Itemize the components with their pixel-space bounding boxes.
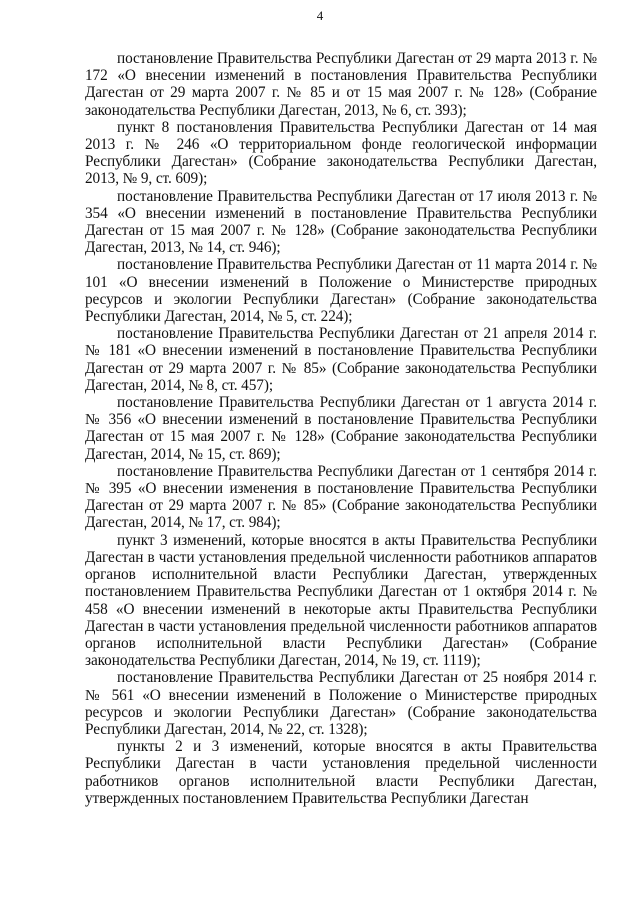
list-item-paragraph: постановление Правительства Республики Дагестан от 21 апреля 2014 г. № 181 «О внесении изменений в постановление Правительства Республики Дагестан от 29 марта 2007 г. № 85» (Собрание законодательства Республики Дагестан, 2014, № 8, ст. 457); bbox=[85, 325, 597, 394]
list-item-paragraph: постановление Правительства Республики Дагестан от 1 августа 2014 г. № 356 «О внесении изменений в постановление Правительства Республики Дагестан от 15 мая 2007 г. № 128» (Собрание законодательства Республики Дагестан, 2014, № 15, ст. 869); bbox=[85, 394, 597, 463]
list-item-paragraph: пункты 2 и 3 изменений, которые вносятся в акты Правительства Республики Дагестан в части установления предельной численности работников органов исполнительной власти Республики Дагестан, утвержденных постановлением Правительства Республики Дагестан bbox=[85, 738, 597, 807]
list-item-paragraph: постановление Правительства Республики Дагестан от 11 марта 2014 г. № 101 «О внесении изменений в Положение о Министерстве природных ресурсов и экологии Республики Дагестан» (Собрание законодательства Республики Дагестан, 2014, № 5, ст. 224); bbox=[85, 256, 597, 326]
list-item-paragraph: пункт 3 изменений, которые вносятся в акты Правительства Республики Дагестан в части установления предельной численности работников аппаратов органов исполнительной власти Республики Дагестан, утвержденных постановлением Правительства Республики Дагестан от 1 октября 2014 г. № 458 «О внесении изменений в некоторые акты Правительства Республики Дагестан в части установления предельной численности работников аппаратов органов исполнительной власти Республики Дагестан» (Собрание законодательства Республики Дагестан, 2014, № 19, ст. 1119); bbox=[85, 531, 597, 670]
list-item-paragraph: постановление Правительства Республики Дагестан от 29 марта 2013 г. № 172 «О внесении изменений в постановления Правительства Республики Дагестан от 29 марта 2007 г. № 85 и от 15 мая 2007 г. № 128» (Собрание законодательства Республики Дагестан, 2013, № 6, ст. 393); bbox=[85, 50, 597, 119]
list-item-paragraph: постановление Правительства Республики Дагестан от 1 сентября 2014 г. № 395 «О внесении изменения в постановление Правительства Республики Дагестан от 29 марта 2007 г. № 85» (Собрание законодательства Республики Дагестан, 2014, № 17, ст. 984); bbox=[85, 462, 597, 532]
document-body bbox=[85, 50, 597, 807]
list-item-paragraph: постановление Правительства Республики Дагестан от 25 ноября 2014 г. № 561 «О внесении изменений в Положение о Министерстве природных ресурсов и экологии Республики Дагестан» (Собрание законодательства Республики Дагестан, 2014, № 22, ст. 1328); bbox=[85, 669, 597, 738]
list-item-paragraph: пункт 8 постановления Правительства Республики Дагестан от 14 мая 2013 г. № 246 «О территориальном фонде геологической информации Республики Дагестан» (Собрание законодательства Республики Дагестан, 2013, № 9, ст. 609); bbox=[85, 118, 597, 188]
list-item-paragraph: постановление Правительства Республики Дагестан от 17 июля 2013 г. № 354 «О внесении изменений в постановление Правительства Республики Дагестан от 15 мая 2007 г. № 128» (Собрание законодательства Республики Дагестан, 2013, № 14, ст. 946); bbox=[85, 187, 597, 257]
page-number: 4 bbox=[316, 8, 324, 23]
